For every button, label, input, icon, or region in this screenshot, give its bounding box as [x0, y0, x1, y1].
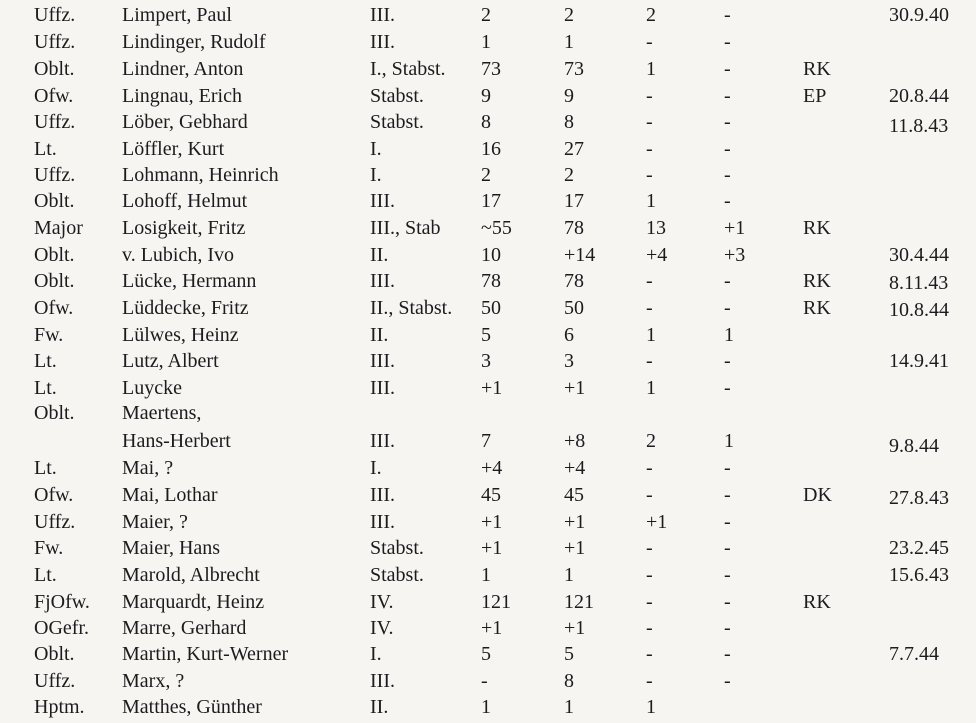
value-col3-cell: -: [646, 164, 653, 186]
name-cell: Lüddecke, Fritz: [122, 297, 249, 319]
unit-cell: IV.: [370, 617, 394, 639]
table-row: [0, 298, 976, 324]
value-col3-cell: 2: [646, 430, 656, 452]
value-col2-cell: 2: [564, 4, 574, 26]
table-row: [0, 592, 976, 618]
unit-cell: III.: [370, 511, 395, 533]
name-cell: Maier, Hans: [122, 537, 221, 559]
value-col1-cell: -: [481, 670, 488, 692]
date-cell: 14.9.41: [889, 350, 949, 372]
value-col4-cell: -: [724, 270, 731, 292]
unit-cell: III.: [370, 484, 395, 506]
rank-cell: Ofw.: [34, 484, 74, 506]
value-col3-cell: 1: [646, 377, 656, 399]
value-col3-cell: -: [646, 31, 653, 53]
table-row: [0, 32, 976, 58]
rank-cell: Ofw.: [34, 297, 74, 319]
value-col4-cell: -: [724, 138, 731, 160]
name-cell: Lindinger, Rudolf: [122, 31, 266, 53]
unit-cell: I.: [370, 457, 382, 479]
name-cell: Löber, Gebhard: [122, 111, 248, 133]
name-cell: Marx, ?: [122, 670, 185, 692]
date-cell: 30.9.40: [889, 4, 949, 26]
rank-cell: Lt.: [34, 377, 57, 399]
value-col2-cell: 27: [564, 138, 584, 160]
rank-cell: Major: [34, 217, 83, 239]
value-col1-cell: 10: [481, 244, 501, 266]
value-col1-cell: 9: [481, 85, 491, 107]
value-col2-cell: 9: [564, 85, 574, 107]
rank-cell: Uffz.: [34, 31, 76, 53]
value-col4-cell: -: [724, 457, 731, 479]
value-col1-cell: 17: [481, 190, 501, 212]
rank-cell: Oblt.: [34, 270, 75, 292]
value-col3-cell: 1: [646, 58, 656, 80]
table-row: [0, 458, 976, 484]
value-col3-cell: -: [646, 591, 653, 613]
value-col3-cell: 1: [646, 696, 656, 718]
award-cell: EP: [803, 85, 827, 107]
unit-cell: II.: [370, 244, 389, 266]
value-col4-cell: -: [724, 85, 731, 107]
value-col3-cell: 1: [646, 190, 656, 212]
value-col4-cell: -: [724, 643, 731, 665]
name-cell: Hans-Herbert: [122, 430, 231, 452]
rank-cell: Lt.: [34, 457, 57, 479]
value-col2-cell: 1: [564, 696, 574, 718]
name-cell: Marre, Gerhard: [122, 617, 247, 639]
value-col1-cell: 1: [481, 31, 491, 53]
table-row: [0, 618, 976, 644]
rank-cell: Oblt.: [34, 190, 75, 212]
rank-cell: Lt.: [34, 350, 57, 372]
date-cell: 15.6.43: [889, 564, 949, 586]
name-cell: Mai, ?: [122, 457, 174, 479]
value-col4-cell: +3: [724, 244, 746, 266]
table-row: [0, 565, 976, 591]
unit-cell: Stabst.: [370, 111, 424, 133]
value-col3-cell: -: [646, 643, 653, 665]
unit-cell: III.: [370, 4, 395, 26]
unit-cell: III.: [370, 670, 395, 692]
value-col3-cell: -: [646, 457, 653, 479]
table-row: [0, 271, 976, 297]
rank-cell: Lt.: [34, 564, 57, 586]
value-col1-cell: 16: [481, 138, 501, 160]
value-col1-cell: 5: [481, 643, 491, 665]
date-cell: 30.4.44: [889, 244, 949, 266]
name-cell: v. Lubich, Ivo: [122, 244, 235, 266]
award-cell: RK: [803, 58, 831, 80]
table-row: [0, 538, 976, 564]
award-cell: RK: [803, 217, 831, 239]
value-col3-cell: -: [646, 537, 653, 559]
table-row: [0, 403, 976, 429]
unit-cell: II.: [370, 696, 389, 718]
unit-cell: III.: [370, 377, 395, 399]
rank-cell: Oblt.: [34, 58, 75, 80]
value-col2-cell: 3: [564, 350, 574, 372]
award-cell: RK: [803, 270, 831, 292]
value-col3-cell: -: [646, 297, 653, 319]
value-col2-cell: 121: [564, 591, 594, 613]
value-col4-cell: -: [724, 297, 731, 319]
unit-cell: I., Stabst.: [370, 58, 446, 80]
name-cell: Luycke: [122, 377, 182, 399]
date-cell: 9.8.44: [889, 435, 939, 457]
unit-cell: IV.: [370, 591, 394, 613]
value-col2-cell: 1: [564, 31, 574, 53]
value-col4-cell: -: [724, 617, 731, 639]
name-cell: Lohmann, Heinrich: [122, 164, 279, 186]
value-col3-cell: -: [646, 350, 653, 372]
unit-cell: II.: [370, 324, 389, 346]
value-col2-cell: +14: [564, 244, 596, 266]
unit-cell: I.: [370, 164, 382, 186]
value-col3-cell: +1: [646, 511, 668, 533]
value-col2-cell: +4: [564, 457, 586, 479]
value-col2-cell: +1: [564, 537, 586, 559]
table-row: [0, 431, 976, 457]
rank-cell: Oblt.: [34, 643, 75, 665]
date-cell: 10.8.44: [889, 299, 949, 321]
date-cell: 23.2.45: [889, 537, 949, 559]
unit-cell: Stabst.: [370, 85, 424, 107]
value-col1-cell: 45: [481, 484, 501, 506]
value-col2-cell: 8: [564, 111, 574, 133]
value-col4-cell: -: [724, 4, 731, 26]
name-cell: Lohoff, Helmut: [122, 190, 248, 212]
value-col2-cell: +1: [564, 511, 586, 533]
table-row: [0, 59, 976, 85]
value-col2-cell: 6: [564, 324, 574, 346]
table-row: [0, 218, 976, 244]
table-row: [0, 325, 976, 351]
table-row: [0, 139, 976, 165]
table-row: [0, 485, 976, 511]
value-col3-cell: -: [646, 670, 653, 692]
award-cell: RK: [803, 591, 831, 613]
value-col1-cell: 50: [481, 297, 501, 319]
value-col1-cell: +1: [481, 617, 503, 639]
rank-cell: Uffz.: [34, 4, 76, 26]
value-col3-cell: -: [646, 111, 653, 133]
value-col2-cell: 78: [564, 217, 584, 239]
name-cell: Löffler, Kurt: [122, 138, 225, 160]
value-col4-cell: -: [724, 190, 731, 212]
table-row: [0, 86, 976, 112]
value-col3-cell: +4: [646, 244, 668, 266]
value-col3-cell: -: [646, 270, 653, 292]
value-col2-cell: 45: [564, 484, 584, 506]
value-col3-cell: -: [646, 564, 653, 586]
value-col1-cell: 78: [481, 270, 501, 292]
rank-cell: Uffz.: [34, 670, 76, 692]
award-cell: RK: [803, 297, 831, 319]
value-col1-cell: 2: [481, 164, 491, 186]
table-row: [0, 112, 976, 138]
date-cell: 7.7.44: [889, 643, 939, 665]
value-col1-cell: +4: [481, 457, 503, 479]
unit-cell: Stabst.: [370, 564, 424, 586]
value-col4-cell: 1: [724, 324, 734, 346]
rank-cell: Ofw.: [34, 85, 74, 107]
name-cell: Lindner, Anton: [122, 58, 244, 80]
value-col4-cell: -: [724, 31, 731, 53]
rank-cell: Lt.: [34, 138, 57, 160]
rank-cell: Oblt.: [34, 402, 75, 424]
value-col4-cell: -: [724, 377, 731, 399]
value-col3-cell: 1: [646, 324, 656, 346]
award-cell: DK: [803, 484, 832, 506]
value-col2-cell: +1: [564, 377, 586, 399]
value-col4-cell: -: [724, 670, 731, 692]
date-cell: 27.8.43: [889, 487, 949, 509]
rank-cell: Uffz.: [34, 164, 76, 186]
name-cell: Losigkeit, Fritz: [122, 217, 246, 239]
value-col4-cell: -: [724, 564, 731, 586]
value-col2-cell: 73: [564, 58, 584, 80]
value-col4-cell: -: [724, 591, 731, 613]
value-col2-cell: 1: [564, 564, 574, 586]
name-cell: Maier, ?: [122, 511, 188, 533]
value-col1-cell: ~55: [481, 217, 512, 239]
rank-cell: Fw.: [34, 324, 64, 346]
rank-cell: Uffz.: [34, 111, 76, 133]
name-cell: Mai, Lothar: [122, 484, 218, 506]
table-row: [0, 644, 976, 670]
value-col4-cell: +1: [724, 217, 746, 239]
unit-cell: Stabst.: [370, 537, 424, 559]
table-row: [0, 351, 976, 377]
value-col4-cell: -: [724, 164, 731, 186]
value-col1-cell: 1: [481, 696, 491, 718]
value-col4-cell: -: [724, 58, 731, 80]
unit-cell: I.: [370, 138, 382, 160]
value-col3-cell: -: [646, 617, 653, 639]
value-col2-cell: 17: [564, 190, 584, 212]
value-col1-cell: 8: [481, 111, 491, 133]
value-col4-cell: -: [724, 511, 731, 533]
value-col3-cell: -: [646, 484, 653, 506]
value-col1-cell: 1: [481, 564, 491, 586]
value-col2-cell: 78: [564, 270, 584, 292]
rank-cell: Fw.: [34, 537, 64, 559]
value-col1-cell: 7: [481, 430, 491, 452]
value-col1-cell: 121: [481, 591, 511, 613]
name-cell: Matthes, Günther: [122, 696, 262, 718]
value-col3-cell: 2: [646, 4, 656, 26]
value-col4-cell: -: [724, 350, 731, 372]
date-cell: 8.11.43: [889, 272, 949, 294]
date-cell: 11.8.43: [889, 115, 949, 137]
name-cell: Lutz, Albert: [122, 350, 219, 372]
value-col4-cell: -: [724, 111, 731, 133]
value-col3-cell: 13: [646, 217, 666, 239]
value-col1-cell: 3: [481, 350, 491, 372]
rank-cell: Hptm.: [34, 696, 85, 718]
unit-cell: III.: [370, 270, 395, 292]
rank-cell: Oblt.: [34, 244, 75, 266]
table-row: [0, 671, 976, 697]
table-row: [0, 697, 976, 723]
name-cell: Marquardt, Heinz: [122, 591, 265, 613]
unit-cell: III.: [370, 350, 395, 372]
value-col1-cell: +1: [481, 511, 503, 533]
rank-cell: FjOfw.: [34, 591, 90, 613]
unit-cell: III.: [370, 190, 395, 212]
unit-cell: I.: [370, 643, 382, 665]
name-cell: Lingnau, Erich: [122, 85, 242, 107]
unit-cell: III.: [370, 31, 395, 53]
table-row: [0, 5, 976, 31]
date-cell: 20.8.44: [889, 85, 949, 107]
name-cell: Maertens,: [122, 402, 202, 424]
name-cell: Limpert, Paul: [122, 4, 232, 26]
name-cell: Martin, Kurt-Werner: [122, 643, 289, 665]
name-cell: Lücke, Hermann: [122, 270, 257, 292]
table-row: [0, 165, 976, 191]
unit-cell: III., Stab: [370, 217, 441, 239]
value-col2-cell: 8: [564, 670, 574, 692]
table-row: [0, 245, 976, 271]
value-col4-cell: -: [724, 537, 731, 559]
name-cell: Marold, Albrecht: [122, 564, 260, 586]
rank-cell: Uffz.: [34, 511, 76, 533]
rank-cell: OGefr.: [34, 617, 89, 639]
value-col2-cell: 50: [564, 297, 584, 319]
unit-cell: III.: [370, 430, 395, 452]
name-cell: Lülwes, Heinz: [122, 324, 239, 346]
value-col3-cell: -: [646, 85, 653, 107]
value-col1-cell: +1: [481, 537, 503, 559]
value-col4-cell: -: [724, 484, 731, 506]
table-row: [0, 191, 976, 217]
value-col1-cell: 2: [481, 4, 491, 26]
value-col2-cell: +1: [564, 617, 586, 639]
value-col3-cell: -: [646, 138, 653, 160]
value-col2-cell: +8: [564, 430, 586, 452]
value-col1-cell: 73: [481, 58, 501, 80]
value-col2-cell: 5: [564, 643, 574, 665]
value-col1-cell: +1: [481, 377, 503, 399]
table-row: [0, 512, 976, 538]
value-col2-cell: 2: [564, 164, 574, 186]
value-col4-cell: 1: [724, 430, 734, 452]
table-row: [0, 378, 976, 404]
unit-cell: II., Stabst.: [370, 297, 453, 319]
value-col1-cell: 5: [481, 324, 491, 346]
